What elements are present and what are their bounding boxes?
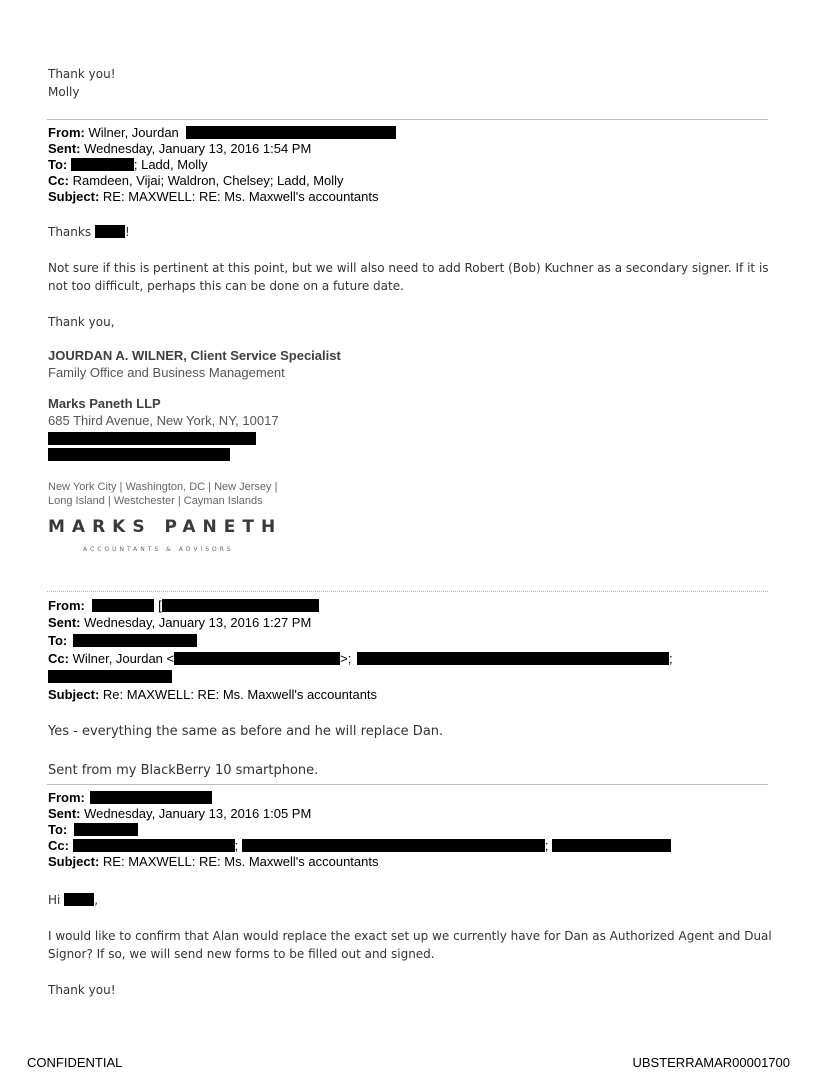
email2-from-bracket: [ xyxy=(158,598,162,613)
redaction-bar xyxy=(48,448,230,461)
divider xyxy=(47,784,768,785)
redaction-bar xyxy=(174,652,340,665)
from-label: From: xyxy=(48,598,85,613)
email1-sent-value: Wednesday, January 13, 2016 1:54 PM xyxy=(84,141,312,156)
email2-signoff: Sent from my BlackBerry 10 smartphone. xyxy=(48,763,319,778)
from-label: From: xyxy=(48,790,85,805)
signature-offices-line2: Long Island | Westchester | Cayman Islands xyxy=(48,495,263,507)
redaction-bar xyxy=(74,823,138,836)
email3-sent-value: Wednesday, January 13, 2016 1:05 PM xyxy=(84,806,312,821)
email3-greeting xyxy=(48,892,98,909)
email1-body-line2: not too difficult, perhaps this can be done on a future date. xyxy=(48,279,404,293)
redaction-bar xyxy=(73,839,235,852)
divider xyxy=(47,591,768,592)
email1-sent xyxy=(48,141,311,157)
email3-closing: Thank you! xyxy=(48,983,116,997)
email1-from xyxy=(48,125,396,141)
signature-address: 685 Third Avenue, New York, NY, 10017 xyxy=(48,413,279,428)
redaction-bar xyxy=(242,839,545,852)
subject-label: Subject: xyxy=(48,687,100,702)
email1-greeting-prefix: Thanks xyxy=(48,225,92,239)
redaction-bar xyxy=(48,432,256,445)
to-label: To: xyxy=(48,157,68,172)
signature-name: JOURDAN A. WILNER, Client Service Specialist xyxy=(48,348,341,363)
email3-body-line1: I would like to confirm that Alan would replace the exact set up we currently have for Dan as Authorized Agent and Dual xyxy=(48,929,772,943)
signature-dept: Family Office and Business Management xyxy=(48,365,285,380)
redaction-bar xyxy=(162,599,319,612)
email2-cc-prefix: Wilner, Jourdan < xyxy=(72,651,175,666)
footer-confidential: CONFIDENTIAL xyxy=(27,1055,123,1070)
email3-body-line2: Signor? If so, we will send new forms to be filled out and signed. xyxy=(48,947,435,961)
cc-label: Cc: xyxy=(48,651,69,666)
email1-from-name: Wilner, Jourdan xyxy=(88,125,179,140)
subject-label: Subject: xyxy=(48,854,100,869)
email3-subject-value: RE: MAXWELL: RE: Ms. Maxwell's accountants xyxy=(102,854,379,869)
email2-cc-end: ; xyxy=(668,651,673,666)
intro-thanks: Thank you! xyxy=(48,67,116,81)
marks-paneth-logo: MARKS PANETH xyxy=(48,517,283,537)
email3-subject xyxy=(48,854,379,870)
redaction-bar xyxy=(73,634,197,647)
email2-subject-value: Re: MAXWELL: RE: Ms. Maxwell's accountants xyxy=(102,687,378,702)
email2-body: Yes - everything the same as before and he will replace Dan. xyxy=(48,724,444,739)
from-label: From: xyxy=(48,125,85,140)
logo-tagline: ACCOUNTANTS & ADVISORS xyxy=(83,546,234,553)
email3-greeting-prefix: Hi xyxy=(48,893,61,907)
redaction-bar xyxy=(48,670,172,683)
email3-from xyxy=(48,790,212,806)
email1-body-line1: Not sure if this is pertinent at this point, but we will also need to add Robert (Bob) Kuchner as a secondary signer. If it is xyxy=(48,261,769,275)
email1-subject xyxy=(48,189,379,205)
redaction-bar xyxy=(552,839,671,852)
email1-to xyxy=(48,157,208,173)
email2-from xyxy=(48,598,319,614)
email1-cc-value: Ramdeen, Vijai; Waldron, Chelsey; Ladd, Molly xyxy=(72,173,344,188)
cc-label: Cc: xyxy=(48,173,69,188)
email2-to xyxy=(48,633,197,649)
redaction-bar xyxy=(357,652,669,665)
email1-cc xyxy=(48,173,344,189)
redaction-bar xyxy=(71,158,134,171)
footer-bates-number: UBSTERRAMAR00001700 xyxy=(632,1055,790,1070)
redaction-bar xyxy=(186,126,396,139)
sent-label: Sent: xyxy=(48,141,81,156)
email2-cc-mid: >; xyxy=(340,651,352,666)
email3-cc-sep2: ; xyxy=(544,838,549,853)
email3-greeting-suffix: , xyxy=(94,893,99,907)
email3-sent xyxy=(48,806,311,822)
signature-firm: Marks Paneth LLP xyxy=(48,396,161,411)
signature-offices-line1: New York City | Washington, DC | New Jersey | xyxy=(48,481,278,493)
email2-cc xyxy=(48,651,673,667)
email2-sent-value: Wednesday, January 13, 2016 1:27 PM xyxy=(84,615,312,630)
redaction-bar xyxy=(90,791,212,804)
email3-cc-sep1: ; xyxy=(234,838,239,853)
intro-signoff: Molly xyxy=(48,85,80,99)
email1-closing: Thank you, xyxy=(48,315,115,329)
cc-label: Cc: xyxy=(48,838,69,853)
redaction-bar xyxy=(64,893,94,906)
email3-to xyxy=(48,822,138,838)
email1-to-value: ; Ladd, Molly xyxy=(133,157,208,172)
email2-subject xyxy=(48,687,377,703)
sent-label: Sent: xyxy=(48,806,81,821)
email3-cc xyxy=(48,838,671,854)
subject-label: Subject: xyxy=(48,189,100,204)
to-label: To: xyxy=(48,633,68,648)
to-label: To: xyxy=(48,822,68,837)
email1-greeting xyxy=(48,224,130,241)
email1-greeting-suffix: ! xyxy=(124,225,130,239)
email2-sent xyxy=(48,615,311,631)
redaction-bar xyxy=(95,225,125,238)
email1-subject-value: RE: MAXWELL: RE: Ms. Maxwell's accountants xyxy=(102,189,379,204)
redaction-bar xyxy=(92,599,154,612)
sent-label: Sent: xyxy=(48,615,81,630)
divider xyxy=(47,119,768,120)
